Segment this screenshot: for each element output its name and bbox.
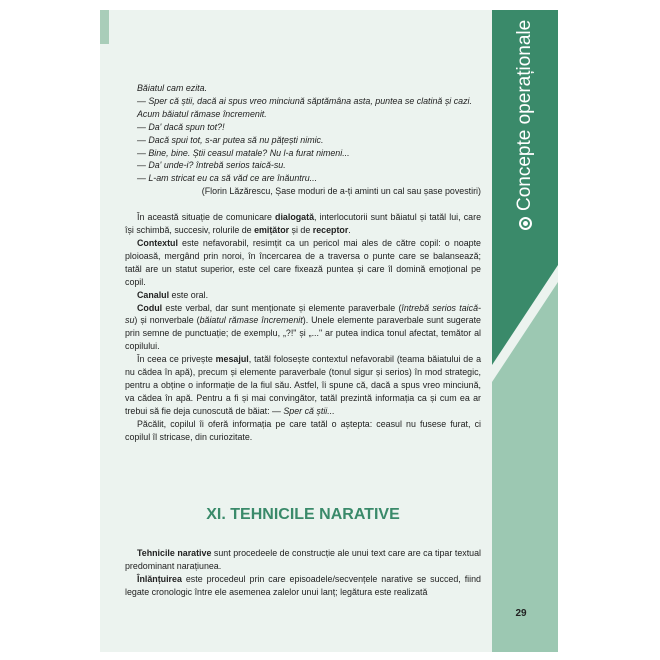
paragraph: În această situație de comunicare dialogată, interlocutorii sunt băiatul și tatăl lui, care își schimbă, succesiv, rolurile de emițător și de receptor.: [125, 212, 482, 236]
bullet-circle-icon: [519, 217, 532, 230]
dialogue-line: — Sper că știi, dacă ai spus vreo minciună săptămâna asta, puntea se clatină și cazi.: [137, 95, 472, 106]
citation-source: (Florin Lăzărescu, Șase moduri de a-ți aminti un cal sau șase povestiri): [201, 186, 481, 197]
dialogue-line: — Dacă spui tot, s-ar putea să nu pățești nimic.: [137, 134, 324, 145]
dialogue-line: — Da' unde-i? întrebă serios taică-su.: [137, 160, 286, 171]
paragraph: Tehnicile narative sunt procedeele de construcție ale unui text care are ca tipar textual predominant narațiunea.: [125, 548, 481, 571]
paragraph: Codul este verbal, dar sunt menționate și elemente paraverbale (întrebă serios taică-su) și nonverbale (băiatul rămase încremenit). Unele elemente paraverbale sunt sugerate prin semne de punctuație; de exemplu, „?!" și „..." ar putea indica tonul afectat, temător al copilului.: [125, 302, 481, 352]
section-text: [125, 547, 481, 599]
paragraph: Păcălit, copilul îi oferă informația pe care tatăl o aștepta: ceasul nu fusese furat, ci copilul îl stricase, din curiozitate.: [125, 418, 481, 442]
main-text: [125, 82, 481, 443]
paragraph: Înlănțuirea este procedeul prin care episoadele/secvențele narative se succed, fiind legate cronologic între ele asemenea zalelor unui lanț; legătura este realizată: [125, 573, 481, 597]
dialogue-line: Acum băiatul rămase încremenit.: [137, 108, 267, 119]
page-number: 29: [515, 608, 527, 619]
dialogue-line: — Da' dacă spun tot?!: [137, 121, 225, 132]
side-tab-label: [510, 0, 540, 230]
dialogue-line: — Bine, bine. Știi ceasul matale? Nu l-a furat nimeni...: [137, 147, 350, 158]
paragraph: Contextul este nefavorabil, resimțit ca un pericol mai ales de către copil: o noapte ploioasă, mergând prin noroi, în încercarea de a traversa o punte care se balansează; tatăl are un statut superior, este cel care fixează puntea și care îl domină emoțional pe copil.: [125, 237, 481, 287]
dialogue-line: — L-am stricat eu ca să văd ce are înăuntru...: [137, 173, 318, 184]
paragraph: Canalul este oral.: [137, 289, 209, 300]
dialogue-line: Băiatul cam ezita.: [137, 83, 208, 93]
paragraph: În ceea ce privește mesajul, tatăl folosește contextul nefavorabil (teama băiatului de a nu cădea în apă), precum și elemente paraverbale (tonul sigur și serios) în mod strategic, pentru a obține o informație de la fiul său. Astfel, îi spune că, dacă a spus vreo minciună, va cădea în apă. Pentru a fi și mai convingător, tatăl prezintă informația ca și cum ea ar trebui să fie deja cunoscută de băiat: — Sper că știi...: [125, 354, 482, 416]
decorative-strip: [100, 10, 109, 44]
section-heading: XI. TEHNICILE NARATIVE: [206, 506, 400, 523]
side-tab-title: Concepte operaționale: [514, 19, 535, 211]
